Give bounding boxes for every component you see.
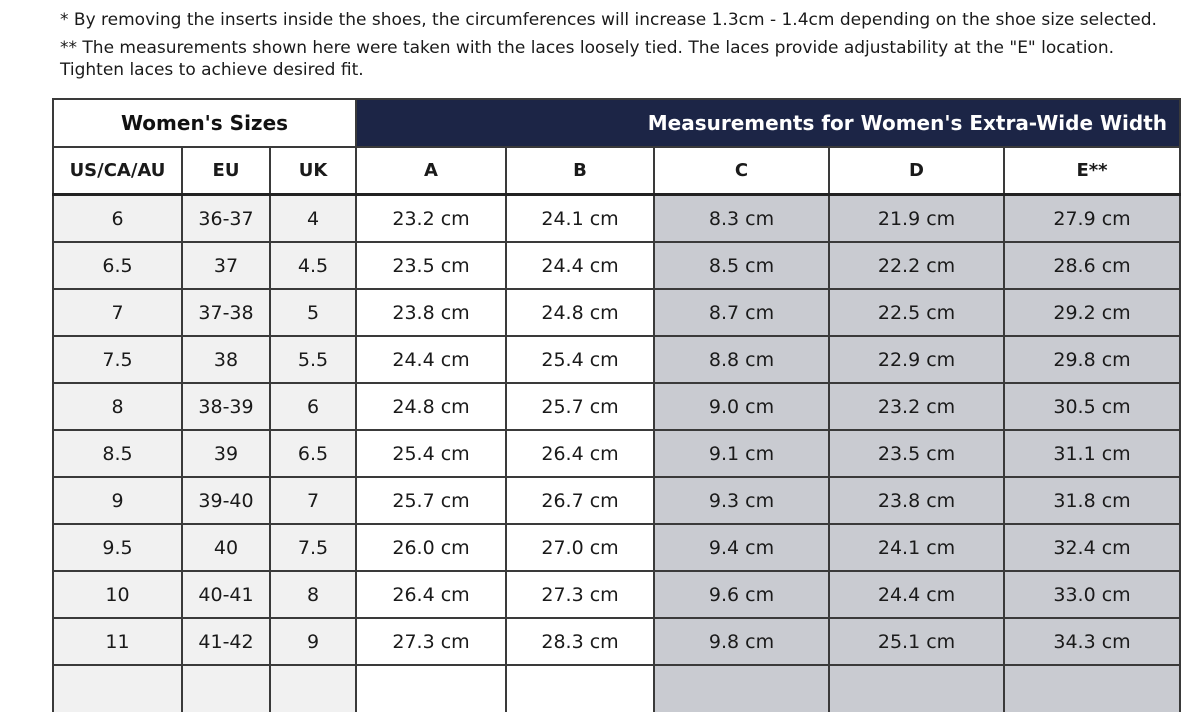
measure-a-cell: 24.4 cm xyxy=(356,336,506,383)
measure-b-cell: 24.4 cm xyxy=(506,242,654,289)
measure-b-cell: 24.1 cm xyxy=(506,195,654,243)
us-size-cell: 11 xyxy=(53,618,182,665)
measure-c-cell: 8.5 cm xyxy=(654,242,829,289)
measure-e-cell: 32.4 cm xyxy=(1004,524,1180,571)
measure-b-cell: 27.3 cm xyxy=(506,571,654,618)
table-row xyxy=(53,477,1180,524)
measure-e-cell: 31.1 cm xyxy=(1004,430,1180,477)
insert-note: * By removing the inserts inside the shoes, the circumferences will increase 1.3cm - 1.4cm depending on the shoe size selected. xyxy=(60,10,1157,30)
table-row xyxy=(53,383,1180,430)
eu-size-cell: 37-38 xyxy=(182,289,270,336)
empty-cell xyxy=(829,665,1004,712)
empty-cell xyxy=(182,665,270,712)
us-size-cell: 6.5 xyxy=(53,242,182,289)
empty-cell xyxy=(356,665,506,712)
size-chart-table xyxy=(52,98,1181,712)
measure-e-cell: 28.6 cm xyxy=(1004,242,1180,289)
col-header-d: D xyxy=(829,147,1004,195)
column-header-row xyxy=(53,147,1180,195)
table-row xyxy=(53,289,1180,336)
measure-b-cell: 25.4 cm xyxy=(506,336,654,383)
table-row xyxy=(53,242,1180,289)
empty-cell xyxy=(1004,665,1180,712)
empty-cell xyxy=(654,665,829,712)
measure-b-cell: 24.8 cm xyxy=(506,289,654,336)
measure-a-cell: 25.7 cm xyxy=(356,477,506,524)
uk-size-cell: 4.5 xyxy=(270,242,356,289)
eu-size-cell: 40 xyxy=(182,524,270,571)
eu-size-cell: 37 xyxy=(182,242,270,289)
uk-size-cell: 5 xyxy=(270,289,356,336)
uk-size-cell: 5.5 xyxy=(270,336,356,383)
measure-e-cell: 29.2 cm xyxy=(1004,289,1180,336)
col-header-b: B xyxy=(506,147,654,195)
measure-b-cell: 28.3 cm xyxy=(506,618,654,665)
measure-d-cell: 22.5 cm xyxy=(829,289,1004,336)
measure-d-cell: 22.2 cm xyxy=(829,242,1004,289)
eu-size-cell: 38 xyxy=(182,336,270,383)
col-header-uk: UK xyxy=(270,147,356,195)
col-header-us: US/CA/AU xyxy=(53,147,182,195)
measure-d-cell: 23.5 cm xyxy=(829,430,1004,477)
measure-b-cell: 25.7 cm xyxy=(506,383,654,430)
eu-size-cell: 36-37 xyxy=(182,195,270,243)
measure-c-cell: 8.7 cm xyxy=(654,289,829,336)
measure-a-cell: 25.4 cm xyxy=(356,430,506,477)
uk-size-cell: 6.5 xyxy=(270,430,356,477)
group-header-row xyxy=(53,99,1180,147)
eu-size-cell: 38-39 xyxy=(182,383,270,430)
measure-e-cell: 31.8 cm xyxy=(1004,477,1180,524)
measure-e-cell: 30.5 cm xyxy=(1004,383,1180,430)
us-size-cell: 9 xyxy=(53,477,182,524)
measurements-header: Measurements for Women's Extra-Wide Width xyxy=(356,99,1180,147)
us-size-cell: 10 xyxy=(53,571,182,618)
col-header-a: A xyxy=(356,147,506,195)
measure-c-cell: 9.1 cm xyxy=(654,430,829,477)
measure-c-cell: 9.6 cm xyxy=(654,571,829,618)
measure-e-cell: 27.9 cm xyxy=(1004,195,1180,243)
eu-size-cell: 40-41 xyxy=(182,571,270,618)
measure-c-cell: 8.3 cm xyxy=(654,195,829,243)
measure-a-cell: 24.8 cm xyxy=(356,383,506,430)
measure-c-cell: 9.0 cm xyxy=(654,383,829,430)
us-size-cell: 7 xyxy=(53,289,182,336)
uk-size-cell: 7.5 xyxy=(270,524,356,571)
table-row xyxy=(53,571,1180,618)
measure-d-cell: 24.1 cm xyxy=(829,524,1004,571)
measure-d-cell: 23.8 cm xyxy=(829,477,1004,524)
measure-e-cell: 34.3 cm xyxy=(1004,618,1180,665)
measure-c-cell: 8.8 cm xyxy=(654,336,829,383)
size-chart-notes xyxy=(60,9,1175,81)
measure-c-cell: 9.3 cm xyxy=(654,477,829,524)
col-header-c: C xyxy=(654,147,829,195)
uk-size-cell: 8 xyxy=(270,571,356,618)
measure-d-cell: 22.9 cm xyxy=(829,336,1004,383)
empty-cell xyxy=(506,665,654,712)
us-size-cell: 9.5 xyxy=(53,524,182,571)
measure-d-cell: 25.1 cm xyxy=(829,618,1004,665)
size-chart-body xyxy=(53,195,1180,712)
measure-c-cell: 9.4 cm xyxy=(654,524,829,571)
measure-a-cell: 23.8 cm xyxy=(356,289,506,336)
measure-e-cell: 29.8 cm xyxy=(1004,336,1180,383)
uk-size-cell: 4 xyxy=(270,195,356,243)
measure-a-cell: 26.4 cm xyxy=(356,571,506,618)
table-row xyxy=(53,618,1180,665)
empty-cell xyxy=(53,665,182,712)
measure-b-cell: 26.7 cm xyxy=(506,477,654,524)
measure-b-cell: 27.0 cm xyxy=(506,524,654,571)
eu-size-cell: 39 xyxy=(182,430,270,477)
us-size-cell: 8 xyxy=(53,383,182,430)
uk-size-cell: 6 xyxy=(270,383,356,430)
measure-d-cell: 23.2 cm xyxy=(829,383,1004,430)
measure-b-cell: 26.4 cm xyxy=(506,430,654,477)
measure-d-cell: 21.9 cm xyxy=(829,195,1004,243)
eu-size-cell: 41-42 xyxy=(182,618,270,665)
empty-cell xyxy=(270,665,356,712)
table-row xyxy=(53,524,1180,571)
uk-size-cell: 7 xyxy=(270,477,356,524)
empty-table-row xyxy=(53,665,1180,712)
measure-a-cell: 23.2 cm xyxy=(356,195,506,243)
uk-size-cell: 9 xyxy=(270,618,356,665)
eu-size-cell: 39-40 xyxy=(182,477,270,524)
measure-a-cell: 23.5 cm xyxy=(356,242,506,289)
measure-a-cell: 27.3 cm xyxy=(356,618,506,665)
laces-note: ** The measurements shown here were taken with the laces loosely tied. The laces provide adjustability at the "E" location. Tighten laces to achieve desired fit. xyxy=(60,38,1115,80)
col-header-eu: EU xyxy=(182,147,270,195)
us-size-cell: 8.5 xyxy=(53,430,182,477)
measure-d-cell: 24.4 cm xyxy=(829,571,1004,618)
us-size-cell: 7.5 xyxy=(53,336,182,383)
measure-e-cell: 33.0 cm xyxy=(1004,571,1180,618)
col-header-e: E** xyxy=(1004,147,1180,195)
womens-sizes-header: Women's Sizes xyxy=(53,99,356,147)
table-row xyxy=(53,195,1180,243)
table-row xyxy=(53,336,1180,383)
measure-c-cell: 9.8 cm xyxy=(654,618,829,665)
us-size-cell: 6 xyxy=(53,195,182,243)
measure-a-cell: 26.0 cm xyxy=(356,524,506,571)
table-row xyxy=(53,430,1180,477)
